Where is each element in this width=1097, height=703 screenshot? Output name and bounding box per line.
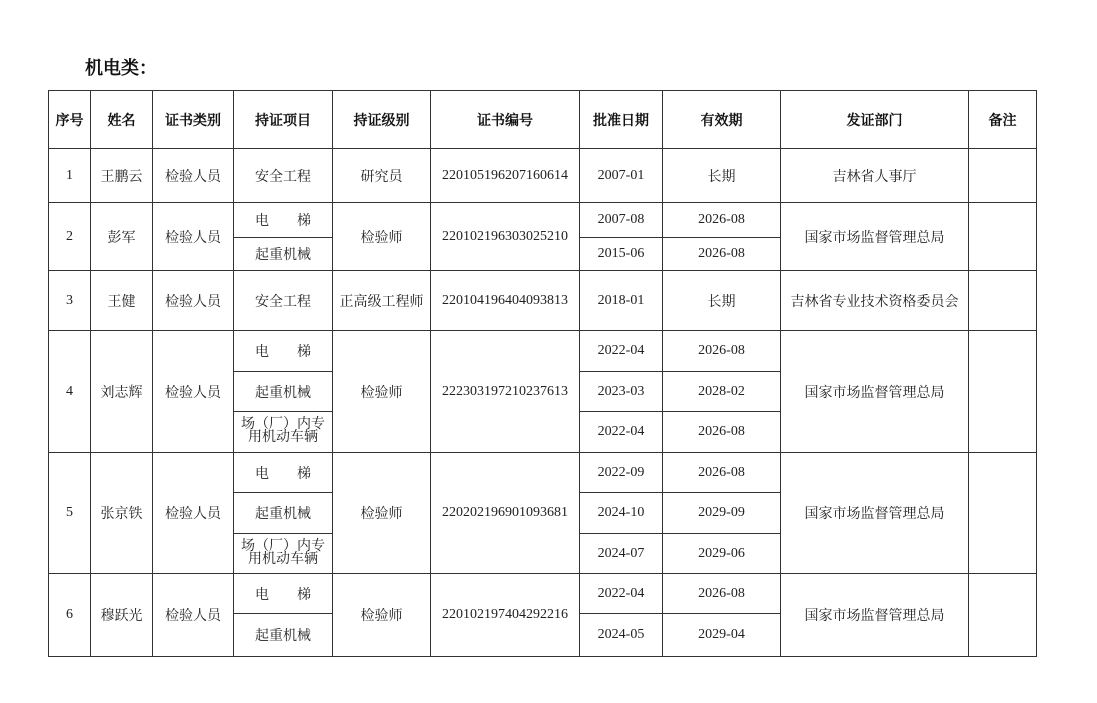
header-approval-date: 批准日期 [580, 91, 663, 149]
cell-issuer: 国家市场监督管理总局 [781, 203, 969, 271]
table-row [49, 453, 1037, 493]
cell-approval-date: 2024-10 [580, 493, 663, 534]
cell-name: 王鹏云 [91, 149, 153, 203]
cell-issuer: 国家市场监督管理总局 [781, 453, 969, 574]
cell-remarks [969, 453, 1037, 574]
cell-approval-date: 2022-04 [580, 574, 663, 614]
cell-validity: 长期 [663, 149, 781, 203]
cell-cert-item: 电 梯 [234, 331, 333, 372]
cell-issuer: 吉林省专业技术资格委员会 [781, 271, 969, 331]
cell-approval-date: 2023-03 [580, 372, 663, 412]
cell-remarks [969, 331, 1037, 453]
cell-cert-type: 检验人员 [153, 331, 234, 453]
cell-cert-type: 检验人员 [153, 574, 234, 657]
cell-validity: 2026-08 [663, 412, 781, 453]
cell-cert-level: 检验师 [333, 331, 431, 453]
cell-cert-item: 起重机械 [234, 614, 333, 657]
cell-cert-item: 起重机械 [234, 372, 333, 412]
cell-cert-item [234, 534, 333, 574]
cell-approval-date: 2007-08 [580, 203, 663, 238]
cell-cert-number: 220102196303025210 [431, 203, 580, 271]
cell-approval-date: 2015-06 [580, 238, 663, 271]
header-name: 姓名 [91, 91, 153, 149]
header-remarks: 备注 [969, 91, 1037, 149]
cell-validity: 2029-09 [663, 493, 781, 534]
header-issuer: 发证部门 [781, 91, 969, 149]
cell-name: 穆跃光 [91, 574, 153, 657]
table-row [49, 574, 1037, 614]
cell-cert-level: 检验师 [333, 574, 431, 657]
cell-cert-type: 检验人员 [153, 453, 234, 574]
cell-validity: 2029-06 [663, 534, 781, 574]
cell-issuer: 国家市场监督管理总局 [781, 574, 969, 657]
table-row [49, 271, 1037, 331]
cell-cert-item: 起重机械 [234, 238, 333, 271]
header-cert-type: 证书类别 [153, 91, 234, 149]
cell-cert-item: 起重机械 [234, 493, 333, 534]
cell-validity: 长期 [663, 271, 781, 331]
cell-name: 王健 [91, 271, 153, 331]
header-seq: 序号 [49, 91, 91, 149]
header-cert-item: 持证项目 [234, 91, 333, 149]
cell-seq: 3 [49, 271, 91, 331]
cell-cert-level: 正高级工程师 [333, 271, 431, 331]
cell-cert-level: 检验师 [333, 453, 431, 574]
table-row [49, 203, 1037, 238]
cell-cert-number: 220102197404292216 [431, 574, 580, 657]
cell-approval-date: 2022-04 [580, 412, 663, 453]
header-cert-number: 证书编号 [431, 91, 580, 149]
cell-cert-level: 研究员 [333, 149, 431, 203]
cell-approval-date: 2007-01 [580, 149, 663, 203]
cell-validity: 2029-04 [663, 614, 781, 657]
cell-issuer: 吉林省人事厅 [781, 149, 969, 203]
cell-issuer: 国家市场监督管理总局 [781, 331, 969, 453]
cell-cert-item: 安全工程 [234, 149, 333, 203]
cell-approval-date: 2024-05 [580, 614, 663, 657]
cell-remarks [969, 149, 1037, 203]
cell-cert-item: 电 梯 [234, 203, 333, 238]
cell-cert-item-text: 场（厂）内专用机动车辆 [241, 417, 325, 445]
cell-validity: 2028-02 [663, 372, 781, 412]
table-row [49, 331, 1037, 372]
header-validity: 有效期 [663, 91, 781, 149]
header-row [49, 91, 1037, 149]
cell-cert-number: 222303197210237613 [431, 331, 580, 453]
cell-approval-date: 2022-09 [580, 453, 663, 493]
cell-cert-type: 检验人员 [153, 271, 234, 331]
section-title: 机电类： [85, 58, 157, 78]
cell-name: 刘志辉 [91, 331, 153, 453]
cell-cert-level: 检验师 [333, 203, 431, 271]
cell-cert-item [234, 412, 333, 453]
cell-cert-number: 220202196901093681 [431, 453, 580, 574]
cell-cert-item: 电 梯 [234, 574, 333, 614]
cell-seq: 4 [49, 331, 91, 453]
cell-remarks [969, 271, 1037, 331]
cell-approval-date: 2022-04 [580, 331, 663, 372]
cell-validity: 2026-08 [663, 331, 781, 372]
cell-remarks [969, 574, 1037, 657]
cell-seq: 6 [49, 574, 91, 657]
cell-name: 彭军 [91, 203, 153, 271]
cell-approval-date: 2018-01 [580, 271, 663, 331]
cell-validity: 2026-08 [663, 203, 781, 238]
cell-remarks [969, 203, 1037, 271]
cell-validity: 2026-08 [663, 574, 781, 614]
cell-cert-item: 电 梯 [234, 453, 333, 493]
cell-seq: 1 [49, 149, 91, 203]
personnel-certificate-table [48, 90, 1037, 657]
cell-cert-item-text: 场（厂）内专用机动车辆 [241, 538, 325, 567]
header-cert-level: 持证级别 [333, 91, 431, 149]
cell-validity: 2026-08 [663, 453, 781, 493]
cell-cert-number: 220105196207160614 [431, 149, 580, 203]
table-row [49, 149, 1037, 203]
cell-name: 张京铁 [91, 453, 153, 574]
cell-seq: 5 [49, 453, 91, 574]
cell-seq: 2 [49, 203, 91, 271]
cell-cert-item: 安全工程 [234, 271, 333, 331]
cell-cert-number: 220104196404093813 [431, 271, 580, 331]
cell-cert-type: 检验人员 [153, 203, 234, 271]
cell-cert-type: 检验人员 [153, 149, 234, 203]
cell-approval-date: 2024-07 [580, 534, 663, 574]
cell-validity: 2026-08 [663, 238, 781, 271]
